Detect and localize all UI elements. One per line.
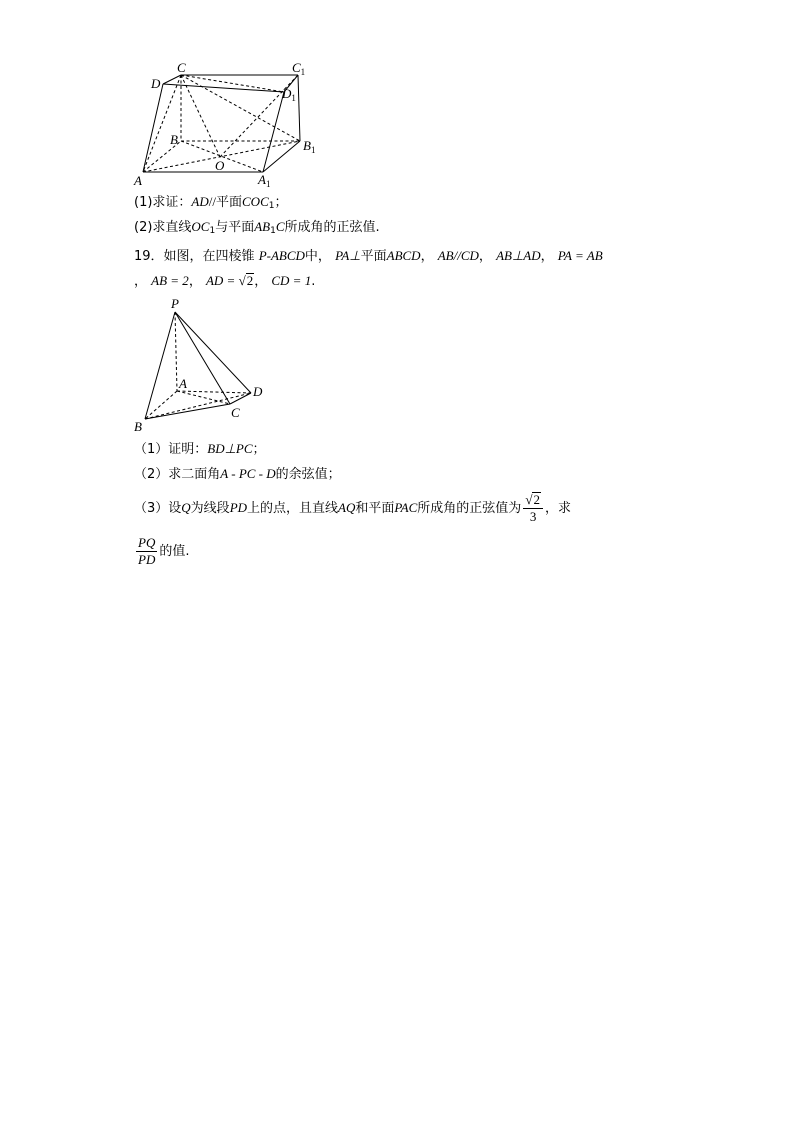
seg-CB1: [181, 75, 300, 141]
q19-part3-cont: $\frac{PQ}{PD}$ 的值.: [138, 535, 190, 567]
q19-stem-line1: 19．如图，在四棱锥 P-ABCD中， PA⊥平面ABCD， AB//CD， AB⊥AD， PA = AB: [134, 248, 603, 264]
q19-part2: （2）求二面角A - PC - D的余弦值；: [134, 466, 341, 482]
label-C: C: [177, 60, 186, 75]
label-C1: $C_1$: [292, 60, 306, 77]
label-C: C: [231, 405, 240, 420]
edge-D1A1: [263, 92, 284, 172]
label-B1: $B_1$: [303, 138, 316, 155]
edge-AC: [177, 391, 230, 404]
prism-figure: [130, 62, 330, 190]
edge-PB: [145, 312, 175, 419]
q18-part1: (1)求证：AD//平面$COC_1$；: [134, 194, 288, 211]
sqrt-2: √2: [238, 273, 254, 288]
label-B: B: [170, 132, 178, 147]
label-O: O: [215, 158, 225, 173]
q19-part3: （3）设Q为线段PD上的点，且直线AQ和平面PAC所成角的正弦值为 $\frac{√2}{3}$ ，求: [134, 492, 571, 524]
edge-AD: [177, 391, 251, 393]
label-A: A: [134, 173, 142, 188]
fraction-PQ-over-PD: $\frac{PQ}{PD}$: [138, 535, 156, 567]
edge-CD: [230, 393, 251, 404]
label-A1: $A_1$: [258, 172, 271, 189]
fraction-sqrt2-over-3: $\frac{√2}{3}$: [523, 492, 543, 525]
edge-C1B1: [298, 75, 300, 141]
q19-part1: （1）证明：BD⊥PC；: [134, 441, 266, 457]
edge-A1B1: [263, 141, 300, 172]
edge-PA: [175, 312, 177, 391]
label-D: D: [253, 384, 263, 399]
label-A: A: [179, 376, 187, 391]
label-D1: $D_1$: [282, 86, 296, 103]
q19-stem-line2: ， AB = 2， AD = √2， CD = 1.: [134, 273, 316, 289]
q18-part2: (2)求直线$OC_1$与平面$AB_1C$所成角的正弦值.: [134, 219, 380, 236]
edge-BC: [145, 404, 230, 419]
label-P: P: [171, 296, 179, 311]
label-B: B: [134, 419, 142, 434]
pyramid-figure: [130, 295, 270, 435]
label-D: D: [151, 76, 161, 91]
